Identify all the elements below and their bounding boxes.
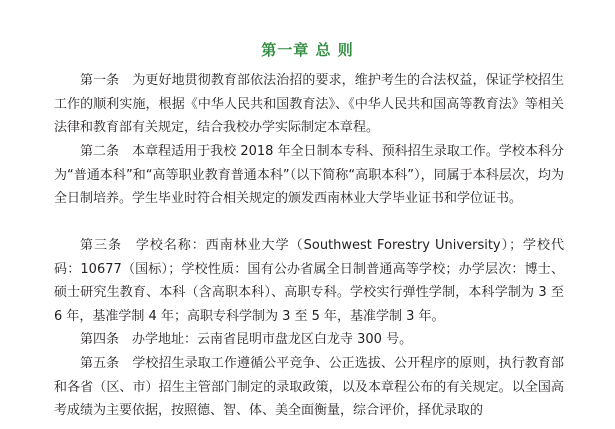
article-2: 第二条 本章程适用于我校 2018 年全日制本专科、预科招生录取工作。学校本科分为“普通本科”和“高等职业教育普通本科”（以下简称“高职本科”），同属于本科层次，均为全日制培养。学生毕业时符合相关规定的颁发西南林业大学毕业证书和学位证书。 xyxy=(54,144,564,207)
article-5: 第五条 学校招生录取工作遵循公平竞争、公正选拔、公开程序的原则，执行教育部和各省（区、市）招生主管部门制定的录取政策，以及本章程公布的有关规定。以全国高考成绩为主要依据，按照德、智、体、美全面衡量，综合评价，择优录取的 xyxy=(54,356,564,419)
article-3: 第三条 学校名称：西南林业大学（Southwest Forestry University）；学校代码：10677（国标）；学校性质：国有公办省属全日制普通高等学校；办学层次：博士、硕士研究生教育、本科（含高职本科）、高职专科。学校实行弹性学制，本科学制为 3 至 6 年，基准学制 4 年；高职专科学制为 3 至 5 年，基准学制 3 年。 xyxy=(54,238,564,324)
article-1: 第一条 为更好地贯彻教育部依法治招的要求，维护考生的合法权益，保证学校招生工作的顺利实施，根据《中华人民共和国教育法》、《中华人民共和国高等教育法》等相关法律和教育部有关规定，结合我校办学实际制定本章程。 xyxy=(54,73,564,136)
article-4: 第四条 办学地址：云南省昆明市盘龙区白龙寺 300 号。 xyxy=(80,332,413,347)
chapter-title: 第一章 总 则 xyxy=(261,41,354,59)
